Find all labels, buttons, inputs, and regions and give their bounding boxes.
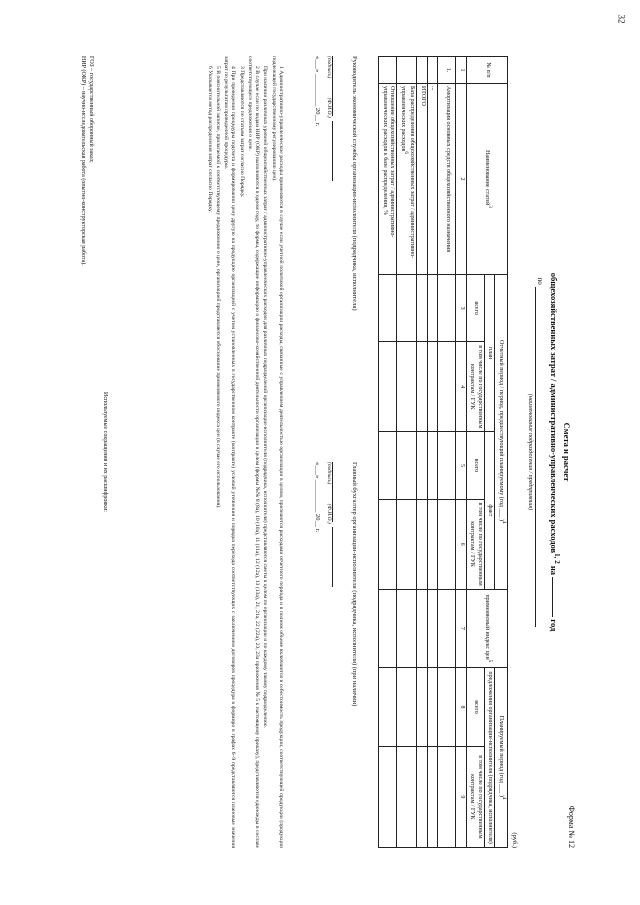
table-row (379, 57, 397, 848)
col-num: 5 (456, 432, 467, 499)
title-line2-text: общехозяйственных затрат / административно-управленческих расходов (549, 272, 560, 554)
row-name: ИТОГО (417, 83, 428, 274)
footnote: 4 При проведении процедуры подсчета и формировании цену другую на продукцию организацией с учетом установленных в государственном контракте (контракте) условий уточнения и порядка перехода соответствующих с заключением договоров процедура в формиро в графах 6–9 представляются плановые значения затрат по результатам приведенной процедуры. (223, 56, 237, 848)
estimate-table (379, 56, 509, 848)
col-num: 6 (456, 499, 467, 589)
column-number-row (456, 57, 467, 848)
header-num: № п/п (467, 57, 508, 84)
signature-right (313, 462, 358, 842)
header-fact-incl: в том числе по государственным контрактам / ГУК (467, 499, 485, 589)
header-planned-incl: в том числе по государственным контрактам / ГУК (467, 746, 485, 847)
abbreviation-item: ГОЗ – государственный оборонный заказ; (88, 56, 95, 163)
footnote: 2 В случае если по видам НИР (ОКР) выполняются в одном году, то формы, содержащие информацию о финансово-хозяйственной деятельности организации в целом (формы №№ 8 (8а), 10 (10а), 11 (11а), 12 (12а), 13 (13а), 21, 21а, 22 (22а), 23, 23а приложения № 5 к настоящему приказу), представляются единожды в составе соответствующего предложения о цене. (246, 56, 261, 848)
table-row (417, 57, 428, 848)
header-planned-total: всего (467, 668, 485, 747)
header-planned-period: Планируемый период (год ___ )$^4$ (495, 668, 508, 848)
row-name: Амортизация основных средств общехозяйственного назначения (438, 83, 456, 274)
footnotes (204, 56, 284, 848)
header-plan: план (485, 274, 496, 431)
signature-right-podpis: (подпись) (325, 462, 332, 485)
col-num: 7 (456, 589, 467, 668)
footnote: 5 В пояснительной записке, прилагаемой к соответствующему предложению о цене, организацией представляется обоснование применяемого индекса цен (в случае его использования). (214, 66, 221, 509)
row-name: ... (428, 83, 439, 274)
row-num (397, 57, 417, 84)
signature-left (313, 56, 358, 356)
title-line2 (549, 42, 561, 862)
abbreviation-item: НИР (ОКР) – научно-исследовательская работа (опытно-конструкторская работа). (80, 56, 86, 266)
header-applied-index: применяемый индекс цен$^5$ (467, 589, 508, 668)
abbreviations-header: Используемые сокращения и их расшифровки: (102, 392, 108, 512)
footnote: При наличии различных уровней общехозяйственных затрат / административно-управленческих расходов для различных подразделений организации-исполнителя (подрядчика, исполнителя) представляются сметы в целом по организации и по каждому такому подразделению. (262, 66, 269, 728)
signature-right-fio: (Ф.И.О.) (325, 503, 332, 524)
row-name: База распределения общехозяйственных затрат / административно-управленческих расходов$^6$ (397, 83, 417, 274)
table-row (438, 57, 456, 848)
header-plan-incl: в том числе по государственным контрактам / ГУК (467, 342, 485, 432)
table-row (428, 57, 439, 848)
unit-label: (руб.) (511, 832, 518, 848)
col-num: 4 (456, 342, 467, 432)
subdivision-caption: (наименование подразделения / предприятия) (527, 393, 533, 511)
document-title (549, 42, 572, 862)
signature-left-date: «___» __________ 20__ г. (313, 56, 321, 127)
header-planned-sub: предложения организации-исполнителя (подрядчика, исполнителя) (485, 668, 496, 848)
rotated-page (60, 42, 580, 862)
signature-left-title: Руководитель экономической службы организации-исполнителя (подрядчика, исполнителя) (351, 56, 358, 311)
subdivision-line (535, 42, 544, 862)
row-num (417, 57, 428, 84)
col-num: 1 (456, 57, 467, 84)
signature-left-fio: (Ф.И.О.) (325, 97, 332, 118)
row-num (428, 57, 439, 84)
abbreviations (78, 56, 109, 848)
row-num: 1. (438, 57, 456, 84)
title-suffix: на (549, 565, 560, 576)
signature-right-date: «___» __________ 20__ г. (313, 462, 321, 533)
page-number: 32 (616, 14, 627, 24)
title-sup: 1, 2 (553, 553, 562, 564)
title-line1: Смета и расчет (562, 422, 572, 482)
col-num: 9 (456, 746, 467, 847)
signature-left-podpis: (подпись) (325, 56, 332, 79)
table-row (397, 57, 417, 848)
col-num: 8 (456, 668, 467, 747)
header-report-period: Отчетный период / период, предшествующий планируемому (год ___ )$^4$ (495, 274, 508, 589)
footnote: 1 Административно-управленческие расходы применяются в случае если учетной политикой организации расходы, связанные с управлением деятельностью организации в целом, признаются расходами отчетного периода и в полном объеме включаются в себестоимость продукции, соответствующей продукции (продукции подлежащей государственному регулированию цен). (270, 56, 284, 848)
signature-right-title: Главный бухгалтер организации-исполнителя (подрядчика, исполнителя) (при наличии) (351, 462, 358, 707)
subline-prefix: по (535, 277, 544, 285)
header-fact: факт (485, 432, 496, 589)
header-plan-total: всего (467, 274, 485, 341)
header-name: Наименование статей$^3$ (467, 83, 508, 274)
row-num (379, 57, 397, 84)
col-num: 3 (456, 274, 467, 341)
col-num: 2 (456, 83, 467, 274)
footnote: 6 Указывается метод распределения затрат согласно Порядку. (206, 66, 213, 213)
footnote: 3 Представляются по статьям затрат согласно Порядку. (238, 66, 245, 198)
form-label: Форма № 12 (567, 805, 576, 848)
title-year: год (549, 619, 560, 632)
header-fact-total: всего (467, 432, 485, 499)
subdivision-blank (535, 287, 544, 627)
row-name: Отношение общехозяйственных затрат / административно-управленческих расходов к базе распределения, % (379, 83, 397, 274)
